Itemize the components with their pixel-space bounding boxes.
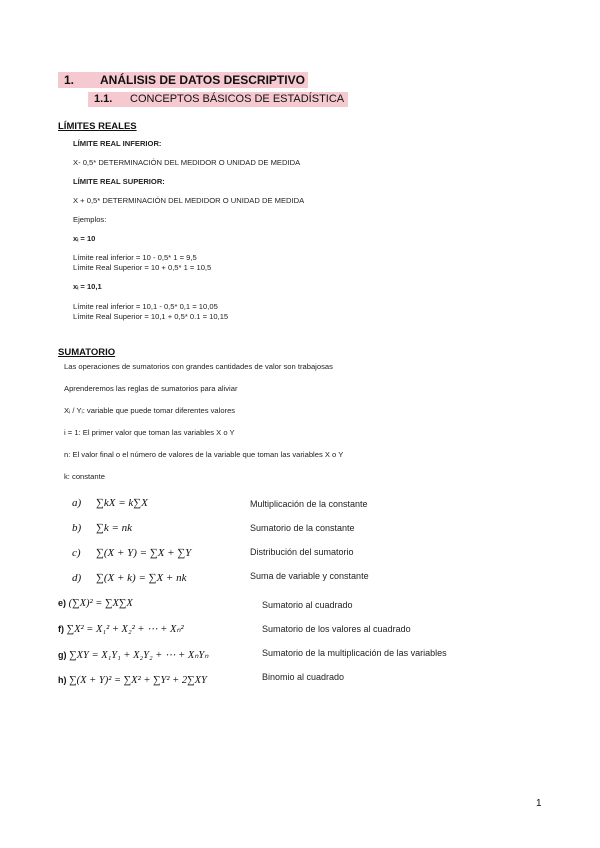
rule-f-formula: ∑X² = X₁² + X₂² + ⋯ + Xₙ² [66, 624, 184, 635]
ejemplos-label: Ejemplos: [73, 215, 107, 224]
rule-a-letter: a) [72, 497, 82, 509]
rule-c-letter: c) [72, 547, 81, 559]
rule-e [58, 598, 133, 609]
heading-2 [88, 92, 348, 107]
example-2-inferior: Límite real inferior = 10,1 - 0,5* 0,1 = 10,05 [73, 302, 218, 311]
heading-2-text: CONCEPTOS BÁSICOS DE ESTADÍSTICA [130, 93, 345, 105]
sumatorio-line-1: Las operaciones de sumatorios con grandes cantidades de valor son trabajosas [64, 362, 333, 371]
sumatorio-line-5: n: El valor final o el número de valores de la variable que toman las variables X o Y [64, 450, 344, 459]
rule-a-description: Multiplicación de la constante [250, 499, 368, 509]
sumatorio-line-3: Xᵢ / Yᵢ: variable que puede tomar diferentes valores [64, 406, 236, 415]
rule-h [58, 675, 207, 686]
limite-superior-label: LÍMITE REAL SUPERIOR: [73, 177, 165, 186]
example-1-inferior: Límite real inferior = 10 - 0,5* 1 = 9,5 [73, 253, 197, 262]
rule-d-formula: ∑(X + k) = ∑X + nk [96, 572, 187, 584]
heading-2-number: 1.1. [94, 93, 113, 105]
limites-title: LÍMITES REALES [58, 121, 137, 132]
rule-b-letter: b) [72, 522, 82, 534]
limite-superior-formula: X + 0,5* DETERMINACIÓN DEL MEDIDOR O UNIDAD DE MEDIDA [73, 196, 305, 205]
sumatorio-line-4: i = 1: El primer valor que toman las variables X o Y [64, 428, 235, 437]
rule-c-description: Distribución del sumatorio [250, 547, 354, 557]
rule-g [58, 649, 208, 661]
heading-1-number: 1. [64, 73, 75, 87]
rule-g-description: Sumatorio de la multiplicación de las variables [262, 648, 447, 658]
rule-e-description: Sumatorio al cuadrado [262, 600, 353, 610]
rule-h-formula: ∑(X + Y)² = ∑X² + ∑Y² + 2∑XY [69, 675, 207, 686]
rule-f-description: Sumatorio de los valores al cuadrado [262, 624, 411, 634]
example-1-superior: Límite Real Superior = 10 + 0,5* 1 = 10,5 [73, 263, 212, 272]
sumatorio-line-6: k: constante [64, 472, 105, 481]
rule-f [58, 623, 184, 635]
rule-e-formula: (∑X)² = ∑X∑X [68, 598, 133, 609]
rule-g-letter: g) [58, 650, 67, 660]
rule-h-description: Binomio al cuadrado [262, 672, 345, 682]
limite-inferior-label: LÍMITE REAL INFERIOR: [73, 139, 162, 148]
rule-f-letter: f) [58, 624, 64, 634]
rule-a-formula: ∑kX = k∑X [96, 497, 148, 509]
rule-d-description: Suma de variable y constante [250, 571, 369, 581]
sumatorio-line-2: Aprenderemos las reglas de sumatorios para aliviar [64, 384, 238, 393]
rule-b-formula: ∑k = nk [96, 522, 133, 534]
page-number: 1 [536, 798, 542, 809]
rule-g-formula: ∑XY = X₁Y₁ + X₂Y₂ + ⋯ + XₙYₙ [69, 650, 209, 661]
rule-e-letter: e) [58, 598, 67, 608]
example-1-value: xᵢ = 10 [73, 234, 96, 243]
rule-d-letter: d) [72, 572, 82, 584]
rule-c-formula: ∑(X + Y) = ∑X + ∑Y [96, 547, 192, 559]
rule-h-letter: h) [58, 675, 67, 685]
sumatorio-title: SUMATORIO [58, 347, 116, 358]
example-2-superior: Límite Real Superior = 10,1 + 0,5* 0.1 = 10,15 [73, 312, 229, 321]
heading-1 [58, 72, 308, 88]
limite-inferior-formula: X- 0,5* DETERMINACIÓN DEL MEDIDOR O UNIDAD DE MEDIDA [73, 158, 301, 167]
rule-b-description: Sumatorio de la constante [250, 523, 355, 533]
heading-1-text: ANÁLISIS DE DATOS DESCRIPTIVO [100, 73, 305, 87]
example-2-value: xᵢ = 10,1 [73, 282, 102, 291]
